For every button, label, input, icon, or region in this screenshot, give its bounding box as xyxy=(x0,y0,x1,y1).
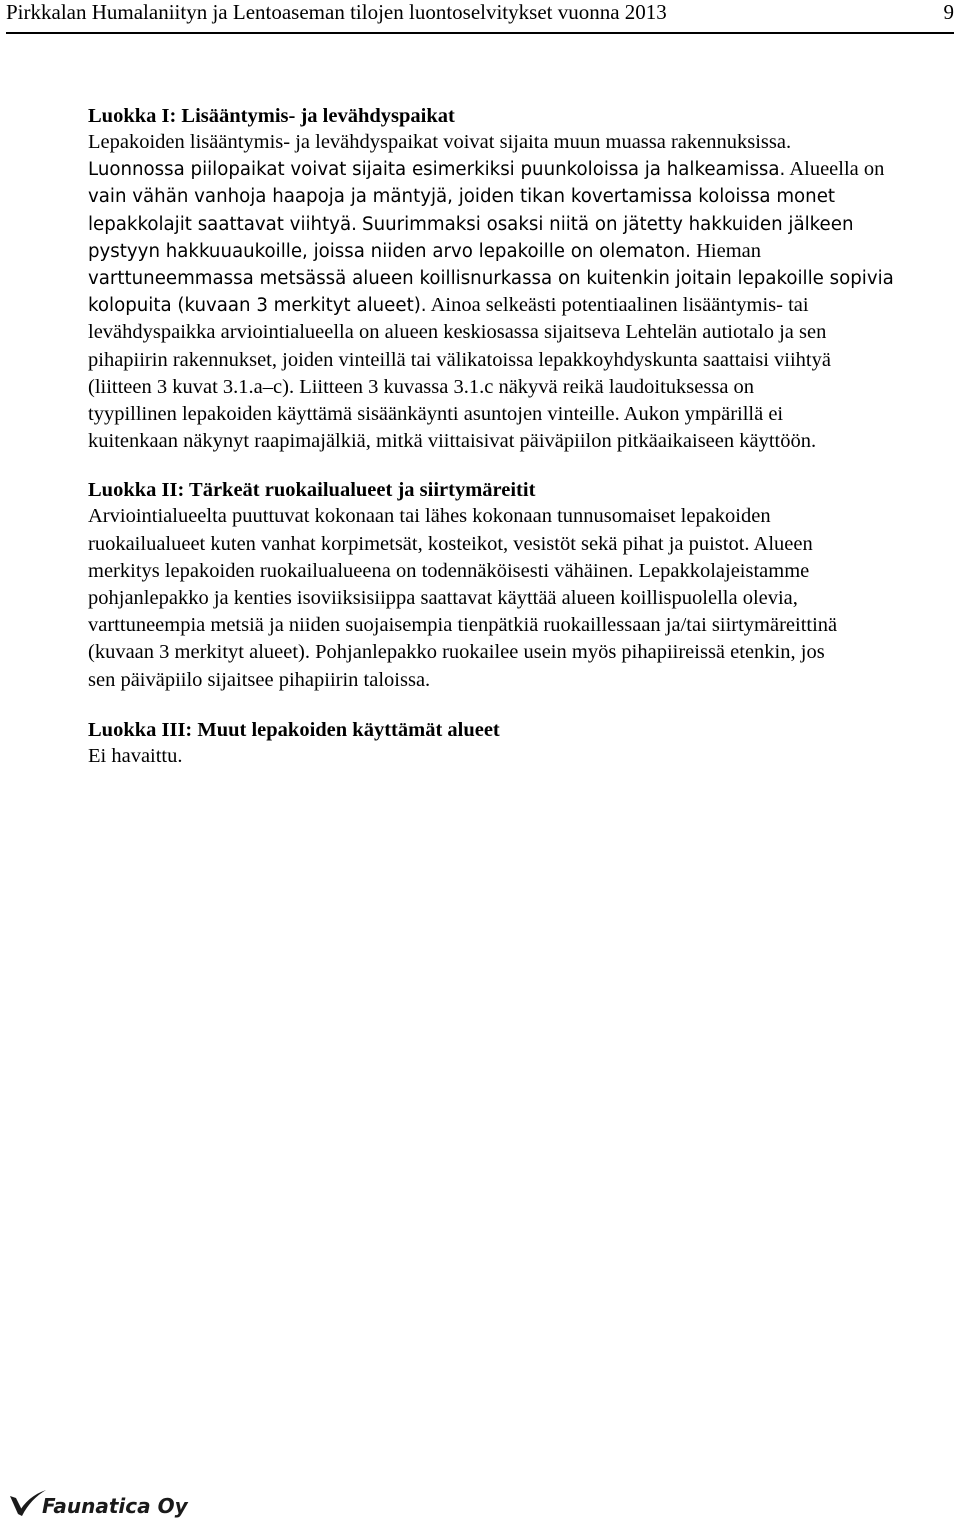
text-span: Alueella on xyxy=(789,158,885,181)
text-span: Suurimmaksi osaksi niitä on jätetty hakkuiden jälkeen xyxy=(362,213,854,235)
document-body xyxy=(88,103,956,770)
section-luokka-1 xyxy=(88,103,956,455)
text-line: kuitenkaan näkynyt raapimajälkiä, mitkä viittaisivat päiväpiilon pitkäaikaiseen käyttöön. xyxy=(88,430,817,453)
text-line xyxy=(88,211,956,238)
text-line: ruokailualueet kuten vanhat korpimetsät, kosteikot, vesistöt sekä pihat ja puistot. Alueen xyxy=(88,532,813,555)
logo-text: Faunatica Oy xyxy=(42,1494,188,1518)
section-paragraph xyxy=(88,503,956,693)
faunatica-logo xyxy=(8,1488,208,1522)
text-line: varttuneemmassa metsässä alueen koillisnurkassa on kuitenkin joitain lepakoille sopivia xyxy=(88,268,894,290)
text-line: tyypillinen lepakoiden käyttämä sisäänkäynti asuntojen vinteille. Aukon ympärillä ei xyxy=(88,403,784,426)
text-span: Ainoa selkeästi potentiaalinen lisääntymis- tai xyxy=(430,294,809,317)
section-heading: Luokka I: Lisääntymis- ja levähdyspaikat xyxy=(88,105,455,127)
section-luokka-2 xyxy=(88,477,956,693)
section-heading: Luokka III: Muut lepakoiden käyttämät alueet xyxy=(88,718,500,741)
text-line: levähdyspaikka arviointialueella on alueen keskiosassa sijaitseva Lehtelän autiotalo ja sen xyxy=(88,321,827,344)
text-line: Ei havaittu. xyxy=(88,744,183,767)
text-line: (liitteen 3 kuvat 3.1.a–c). Liitteen 3 kuvassa 3.1.c näkyvä reikä laudoituksessa on xyxy=(88,375,755,398)
text-line: varttuneempia metsiä ja niiden suojaisempia tienpätkiä ruokaillessaan ja/tai siirtymäreittinä xyxy=(88,614,838,637)
text-line: (kuvaan 3 merkityt alueet). Pohjanlepakko ruokailee usein myös pihapiireissä etenkin, jos xyxy=(88,641,825,664)
text-line: vain vähän vanhoja haapoja ja mäntyjä, joiden tikan kovertamissa koloissa monet xyxy=(88,186,836,208)
page-number: 9 xyxy=(943,0,954,24)
section-paragraph xyxy=(88,743,956,770)
text-span: lepakkolajit saattavat viihtyä. xyxy=(88,213,357,235)
section-heading: Luokka II: Tärkeät ruokailualueet ja siirtymäreitit xyxy=(88,479,536,502)
text-line: sen päiväpiilo sijaitsee pihapiirin taloissa. xyxy=(88,668,431,691)
text-line: Arviointialueelta puuttuvat kokonaan tai lähes kokonaan tunnusomaiset lepakoiden xyxy=(88,505,771,528)
page-header xyxy=(6,0,954,34)
text-line: pihapiirin rakennukset, joiden vinteillä tai välikatoissa lepakkoyhdyskunta saattaisi viihtyä xyxy=(88,348,831,371)
text-span: Luonnossa piilopaikat voivat sijaita esimerkiksi puunkoloissa ja halkeamissa. xyxy=(88,159,786,181)
text-line: merkitys lepakoiden ruokailualueena on todennäköisesti vähäinen. Lepakkolajeistamme xyxy=(88,559,810,582)
text-span: Hieman xyxy=(696,239,761,262)
section-luokka-3 xyxy=(88,717,956,770)
document-title: Pirkkalan Humalaniityn ja Lentoaseman tilojen luontoselvitykset vuonna 2013 xyxy=(6,0,667,24)
text-line xyxy=(88,292,956,319)
text-line: pohjanlepakko ja kenties isoviiksisiippa saattavat käyttää alueen koillispuolella olevia, xyxy=(88,587,798,610)
section-paragraph xyxy=(88,129,956,455)
text-line xyxy=(88,238,956,265)
text-line xyxy=(88,156,956,183)
text-line: Lepakoiden lisääntymis- ja levähdyspaikat voivat sijaita muun muassa rakennuksissa. xyxy=(88,131,792,153)
text-span: kolopuita (kuvaan 3 merkityt alueet). xyxy=(88,295,427,317)
text-span: pystyyn hakkuuaukoille, joissa niiden arvo lepakoille on olematon. xyxy=(88,240,691,262)
